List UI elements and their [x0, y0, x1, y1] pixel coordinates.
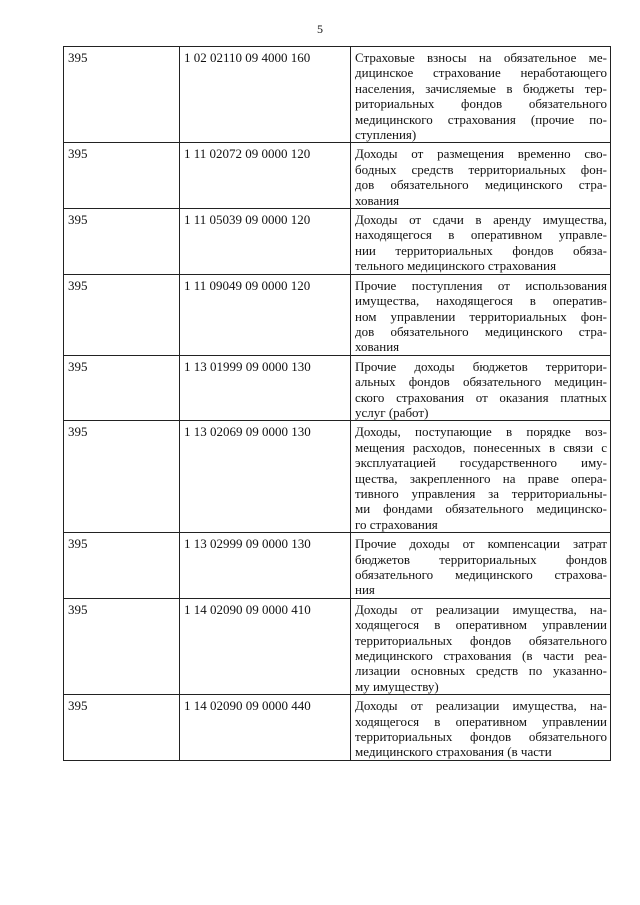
description-line: Страховые взносы на обязательное ме-	[355, 50, 607, 65]
budget-classification-code-cell: 1 11 05039 09 0000 120	[180, 209, 351, 275]
description-line: находящегося в оперативном управле-	[355, 227, 607, 243]
description-line: дицинское страхование неработающего	[355, 65, 607, 81]
table-row	[64, 143, 611, 209]
admin-code-cell: 395	[64, 47, 180, 143]
budget-classification-code-cell: 1 02 02110 09 4000 160	[180, 47, 351, 143]
description-line: услуг (работ)	[355, 404, 429, 420]
description-line: ном управлении территориальных фон-	[355, 308, 607, 324]
page-number: 5	[317, 22, 323, 36]
budget-classification-code-cell: 1 11 02072 09 0000 120	[180, 143, 351, 209]
description-line: Прочие доходы от компенсации затрат	[355, 536, 607, 552]
description-line: ходящегося в оперативном управлении	[355, 617, 607, 633]
description-line: дов обязательного медицинского стра-	[355, 323, 607, 339]
admin-code-cell: 395	[64, 274, 180, 355]
description-line: обязательного медицинского страхова-	[355, 567, 607, 582]
description-line: ского страхования от оказания платных	[355, 389, 607, 405]
description-line: му имуществу)	[355, 678, 439, 694]
table-row	[64, 421, 611, 533]
admin-code-cell: 395	[64, 533, 180, 599]
revenue-description-cell	[351, 421, 611, 533]
description-line: Доходы от сдачи в аренду имущества,	[355, 212, 607, 228]
table-row	[64, 274, 611, 355]
description-line: мещения расходов, понесенных в связи с	[355, 439, 607, 455]
budget-classification-code-cell: 1 14 02090 09 0000 410	[180, 598, 351, 694]
description-line: медицинского страхования (прочие по-	[355, 111, 607, 127]
admin-code-cell: 395	[64, 598, 180, 694]
description-line: медицинского страхования (в части	[355, 744, 552, 760]
table-row	[64, 209, 611, 275]
budget-classification-code-cell: 1 13 02999 09 0000 130	[180, 533, 351, 599]
revenue-description-cell	[351, 533, 611, 599]
description-line: тивного управления за территориальны-	[355, 485, 607, 501]
description-line: Доходы от реализации имущества, на-	[355, 698, 607, 714]
description-line: территориальных фондов обязательного	[355, 632, 607, 648]
description-line: альных фондов обязательного медицин-	[355, 374, 607, 390]
description-line: щества, закрепленного на праве опера-	[355, 470, 607, 486]
revenue-description-cell	[351, 695, 611, 761]
revenue-description-cell	[351, 274, 611, 355]
description-line: лизации основных средств по указанно-	[355, 663, 607, 679]
revenue-description-cell	[351, 47, 611, 143]
table-row	[64, 47, 611, 143]
description-line: ния	[355, 582, 375, 598]
description-line: ступления)	[355, 127, 417, 143]
table-row	[64, 533, 611, 599]
budget-classification-code-cell: 1 11 09049 09 0000 120	[180, 274, 351, 355]
budget-classification-code-cell: 1 14 02090 09 0000 440	[180, 695, 351, 761]
table-row	[64, 695, 611, 761]
description-line: нии территориальных фондов обяза-	[355, 242, 607, 258]
description-line: хования	[355, 339, 400, 355]
description-line: ми фондами обязательного медицинско-	[355, 501, 607, 517]
description-line: населения, зачисляемые в бюджеты тер-	[355, 80, 607, 96]
admin-code-cell: 395	[64, 209, 180, 275]
admin-code-cell: 395	[64, 421, 180, 533]
description-line: Доходы от размещения временно сво-	[355, 146, 607, 162]
budget-classification-code-cell: 1 13 01999 09 0000 130	[180, 355, 351, 421]
description-line: бодных средств территориальных фон-	[355, 161, 607, 177]
admin-code-cell: 395	[64, 695, 180, 761]
description-line: эксплуатацией государственного иму-	[355, 455, 607, 471]
description-line: Доходы, поступающие в порядке воз-	[355, 424, 607, 440]
admin-code-cell: 395	[64, 143, 180, 209]
revenue-description-cell	[351, 598, 611, 694]
description-line: ходящегося в оперативном управлении	[355, 713, 607, 729]
description-line: тельного медицинского страхования	[355, 258, 557, 274]
description-line: Прочие доходы бюджетов территори-	[355, 358, 607, 374]
table-row	[64, 355, 611, 421]
revenue-description-cell	[351, 355, 611, 421]
description-line: риториальных фондов обязательного	[355, 96, 607, 112]
description-line: го страхования	[355, 516, 438, 532]
table-body	[64, 47, 611, 761]
description-line: бюджетов территориальных фондов	[355, 551, 607, 567]
revenue-codes-table	[63, 46, 611, 761]
table-row	[64, 598, 611, 694]
description-line: Доходы от реализации имущества, на-	[355, 601, 607, 617]
description-line: Прочие поступления от использования	[355, 277, 607, 293]
budget-classification-code-cell: 1 13 02069 09 0000 130	[180, 421, 351, 533]
description-line: хования	[355, 192, 400, 208]
description-line: дов обязательного медицинского стра-	[355, 177, 607, 193]
description-line: медицинского страхования (в части реа-	[355, 648, 607, 664]
description-line: имущества, находящегося в оператив-	[355, 293, 607, 309]
revenue-description-cell	[351, 143, 611, 209]
admin-code-cell: 395	[64, 355, 180, 421]
revenue-description-cell	[351, 209, 611, 275]
description-line: территориальных фондов обязательного	[355, 729, 607, 745]
